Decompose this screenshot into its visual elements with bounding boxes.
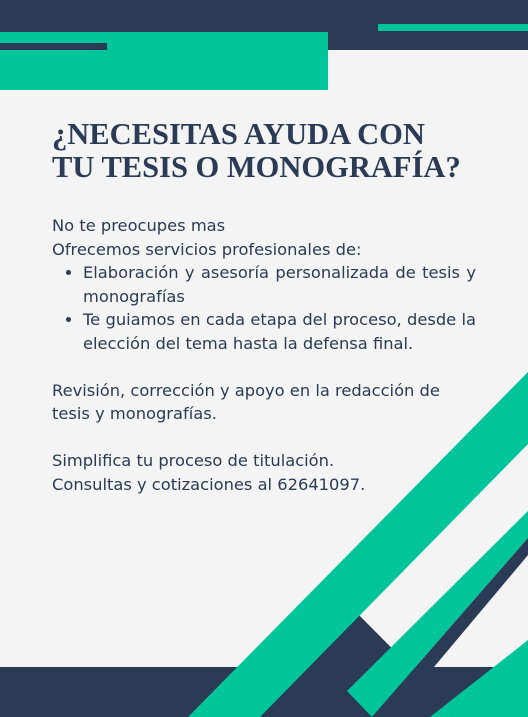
top-teal-line-right bbox=[378, 24, 528, 31]
closing-line-1: Simplifica tu proceso de titulación. bbox=[52, 451, 335, 470]
top-teal-block bbox=[0, 32, 328, 90]
service-item-2: • Te guiamos en cada etapa del proceso, desde la elección del tema hasta la defensa final. bbox=[83, 308, 476, 355]
headline bbox=[52, 118, 492, 184]
top-navy-line-left bbox=[0, 43, 107, 50]
intro-line-1: No te preocupes mas bbox=[52, 216, 226, 235]
headline-line-2: TU TESIS O MONOGRAFÍA? bbox=[52, 150, 461, 184]
revision-paragraph: Revisión, corrección y apoyo en la redacción de tesis y monografías. bbox=[52, 380, 440, 423]
body-text bbox=[52, 214, 476, 496]
services-list bbox=[52, 261, 476, 355]
service-item-1: • Elaboración y asesoría personalizada de tesis y monografías bbox=[83, 261, 476, 308]
closing-line-2: Consultas y cotizaciones al 62641097. bbox=[52, 474, 366, 494]
headline-line-1: ¿NECESITAS AYUDA CON bbox=[52, 117, 425, 151]
intro-line-2: Ofrecemos servicios profesionales de: bbox=[52, 239, 362, 259]
